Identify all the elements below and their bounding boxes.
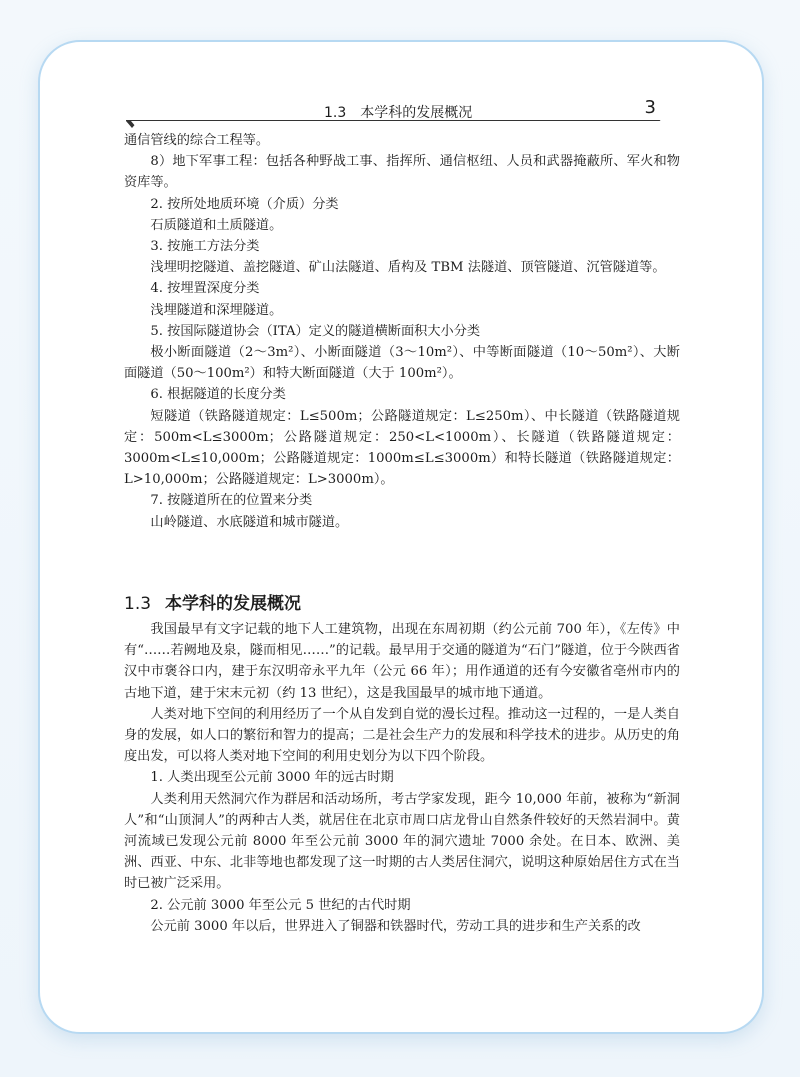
subheading: 6. 根据隧道的长度分类 xyxy=(150,387,286,403)
paragraph: 公元前 3000 年以后，世界进入了铜器和铁器时代，劳动工具的进步和生产关系的改 xyxy=(150,918,641,934)
page-number: 3 xyxy=(644,97,656,118)
header-section-title: 1.3 本学科的发展概况 xyxy=(324,105,473,121)
body-text-part1 xyxy=(124,130,680,533)
subheading: 7. 按隧道所在的位置来分类 xyxy=(150,493,313,509)
paragraph: 山岭隧道、水底隧道和城市隧道。 xyxy=(150,514,349,530)
section-title-text: 本学科的发展概况 xyxy=(165,594,302,614)
paragraph: 8）地下军事工程：包括各种野战工事、指挥所、通信枢纽、人员和武器掩蔽所、军火和物资库等。 xyxy=(124,154,680,191)
paragraph: 人类对地下空间的利用经历了一个从自发到自觉的漫长过程。推动这一过程的，一是人类自身的发展，如人口的繁衍和智力的提高；二是社会生产力的发展和科学技术的进步。从历史的角度出发，可以将人类对地下空间的利用史划分为以下四个阶段。 xyxy=(124,706,680,765)
paragraph: 通信管线的综合工程等。 xyxy=(124,133,270,148)
subheading: 3. 按施工方法分类 xyxy=(150,239,260,255)
subheading: 1. 人类出现至公元前 3000 年的远古时期 xyxy=(150,770,394,786)
paragraph: 浅埋隧道和深埋隧道。 xyxy=(150,302,283,318)
paragraph: 我国最早有文字记载的地下人工建筑物，出现在东周初期（约公元前 700 年），《左传》中有“……若阙地及泉，隧而相见……”的记载。最早用于交通的隧道为“石门”隧道，位于今陕西省汉中市褒谷口内，建于东汉明帝永平九年（公元 66 年）；用作通道的还有今安徽省亳州市内的古地下道，建于宋末元初（约 13 世纪），这是我国最早的城市地下通道。 xyxy=(124,622,680,701)
subheading: 5. 按国际隧道协会（ITA）定义的隧道横断面积大小分类 xyxy=(150,323,481,339)
section-heading xyxy=(124,589,301,614)
paragraph: 短隧道（铁路隧道规定：L≤500m；公路隧道规定：L≤250m）、中长隧道（铁路隧道规定：500m<L≤3000m；公路隧道规定：250<L<1000m）、长隧道（铁路隧道规定：3000m<L≤10,000m；公路隧道规定：1000m≤L≤3000m）和特长隧道（铁路隧道规定：L>10,000m；公路隧道规定：L>3000m）。 xyxy=(124,408,680,488)
subheading: 4. 按埋置深度分类 xyxy=(150,281,260,297)
section-number: 1.3 xyxy=(124,594,152,614)
running-header xyxy=(126,96,674,126)
subheading: 2. 公元前 3000 年至公元 5 世纪的古代时期 xyxy=(150,897,411,913)
paragraph: 极小断面隧道（2～3m²）、小断面隧道（3～10m²）、中等断面隧道（10～50m²）、大断面隧道（50～100m²）和特大断面隧道（大于 100m²）。 xyxy=(124,345,680,382)
paragraph: 浅埋明挖隧道、盖挖隧道、矿山法隧道、盾构及 TBM 法隧道、顶管隧道、沉管隧道等。 xyxy=(150,260,666,276)
subheading: 2. 按所处地质环境（介质）分类 xyxy=(150,196,339,212)
body-text-part2 xyxy=(124,619,680,937)
paragraph: 石质隧道和土质隧道。 xyxy=(150,217,283,233)
paragraph: 人类利用天然洞穴作为群居和活动场所，考古学家发现，距今 10,000 年前，被称为“新洞人”和“山顶洞人”的两种古人类，就居住在北京市周口店龙骨山自然条件较好的天然岩洞中。黄河流域已发现公元前 8000 年至公元前 3000 年的洞穴遗址 7000 余处。在日本、欧洲、美洲、西亚、中东、北非等地也都发现了这一时期的古人类居住洞穴，说明这种原始居住方式在当时已被广泛采用。 xyxy=(124,791,680,892)
